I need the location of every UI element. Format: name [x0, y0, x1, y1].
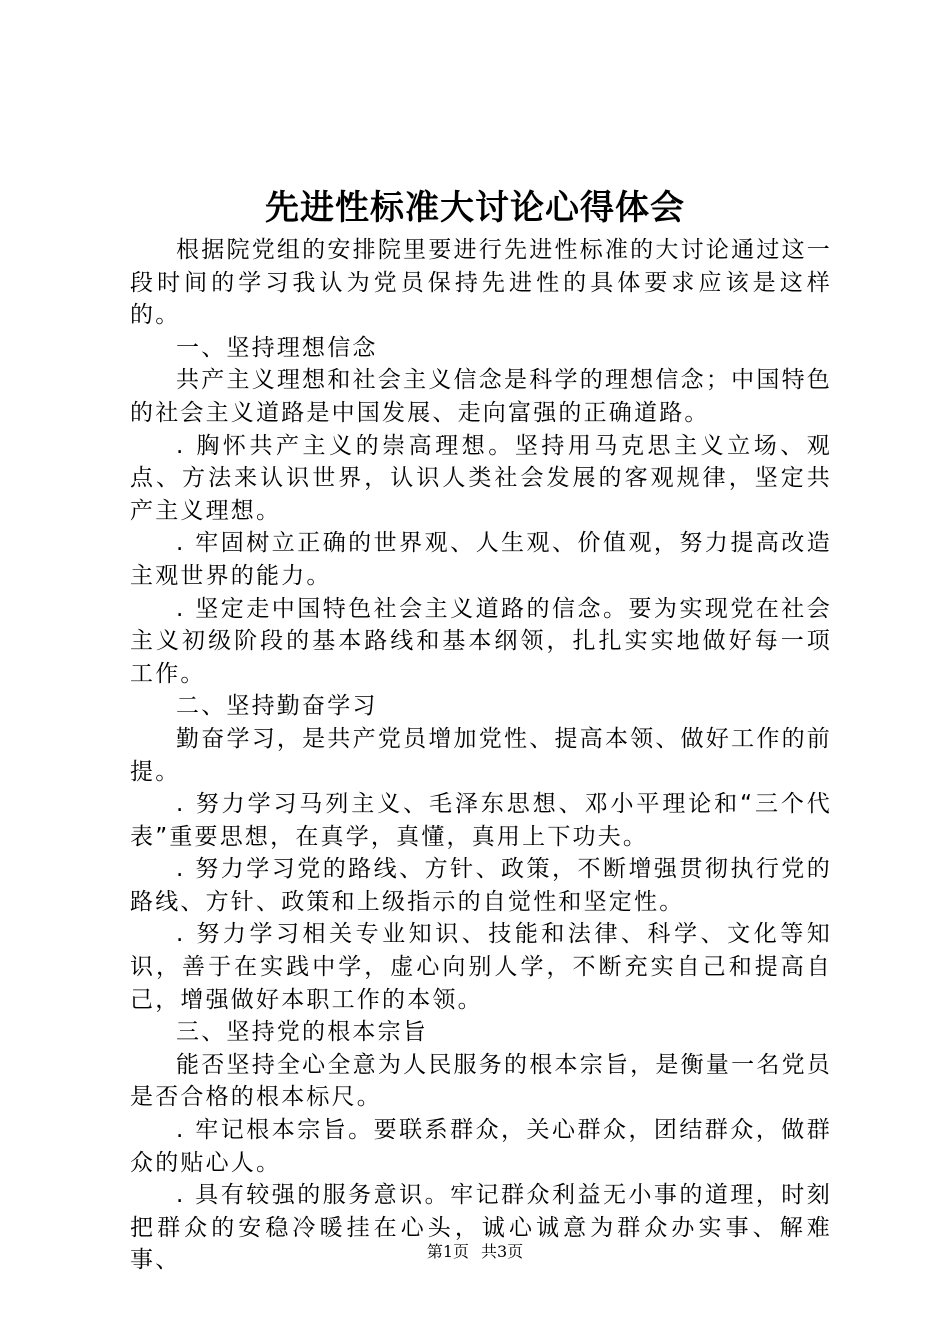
- document-title: 先进性标准大讨论心得体会: [265, 188, 685, 228]
- page-number: 第1页: [426, 1242, 469, 1261]
- list-item: . 努力学习党的路线、方针、政策，不断增强贯彻执行党的路线、方针、政策和上级指示的自觉性和坚定性。: [130, 856, 832, 915]
- page-total: 共3页: [481, 1242, 524, 1261]
- body-paragraph: 勤奋学习，是共产党员增加党性、提高本领、做好工作的前提。: [130, 725, 832, 785]
- list-item: . 具有较强的服务意识。牢记群众利益无小事的道理，时刻把群众的安稳冷暖挂在心头，诚心诚意为群众办实事、解难事、: [130, 1182, 832, 1274]
- section-heading-2: 二、坚持勤奋学习: [176, 693, 378, 720]
- list-item: . 胸怀共产主义的崇高理想。坚持用马克思主义立场、观点、方法来认识世界，认识人类社会发展的客观规律，坚定共产主义理想。: [130, 432, 832, 524]
- page-footer: [0, 1241, 950, 1263]
- body-paragraph: 能否坚持全心全意为人民服务的根本宗旨，是衡量一名党员是否合格的根本标尺。: [130, 1051, 832, 1111]
- list-item: . 牢固树立正确的世界观、人生观、价值观，努力提高改造主观世界的能力。: [130, 530, 832, 589]
- document-body: [130, 234, 832, 1277]
- intro-paragraph: 根据院党组的安排院里要进行先进性标准的大讨论通过这一段时间的学习我认为党员保持先进性的具体要求应该是这样的。: [130, 237, 832, 329]
- section-heading-3: 三、坚持党的根本宗旨: [176, 1019, 428, 1046]
- list-item: . 牢记根本宗旨。要联系群众，关心群众，团结群众，做群众的贴心人。: [130, 1117, 832, 1176]
- body-paragraph: 共产主义理想和社会主义信念是科学的理想信念；中国特色的社会主义道路是中国发展、走向富强的正确道路。: [130, 367, 832, 426]
- section-heading-1: 一、坚持理想信念: [176, 334, 378, 361]
- list-item: . 努力学习相关专业知识、技能和法律、科学、文化等知识，善于在实践中学，虚心向别人学，不断充实自己和提高自己，增强做好本职工作的本领。: [130, 921, 832, 1013]
- list-item: . 坚定走中国特色社会主义道路的信念。要为实现党在社会主义初级阶段的基本路线和基本纲领，扎扎实实地做好每一项工作。: [130, 595, 832, 687]
- list-item: . 努力学习马列主义、毛泽东思想、邓小平理论和“三个代表”重要思想，在真学，真懂，真用上下功夫。: [130, 791, 832, 850]
